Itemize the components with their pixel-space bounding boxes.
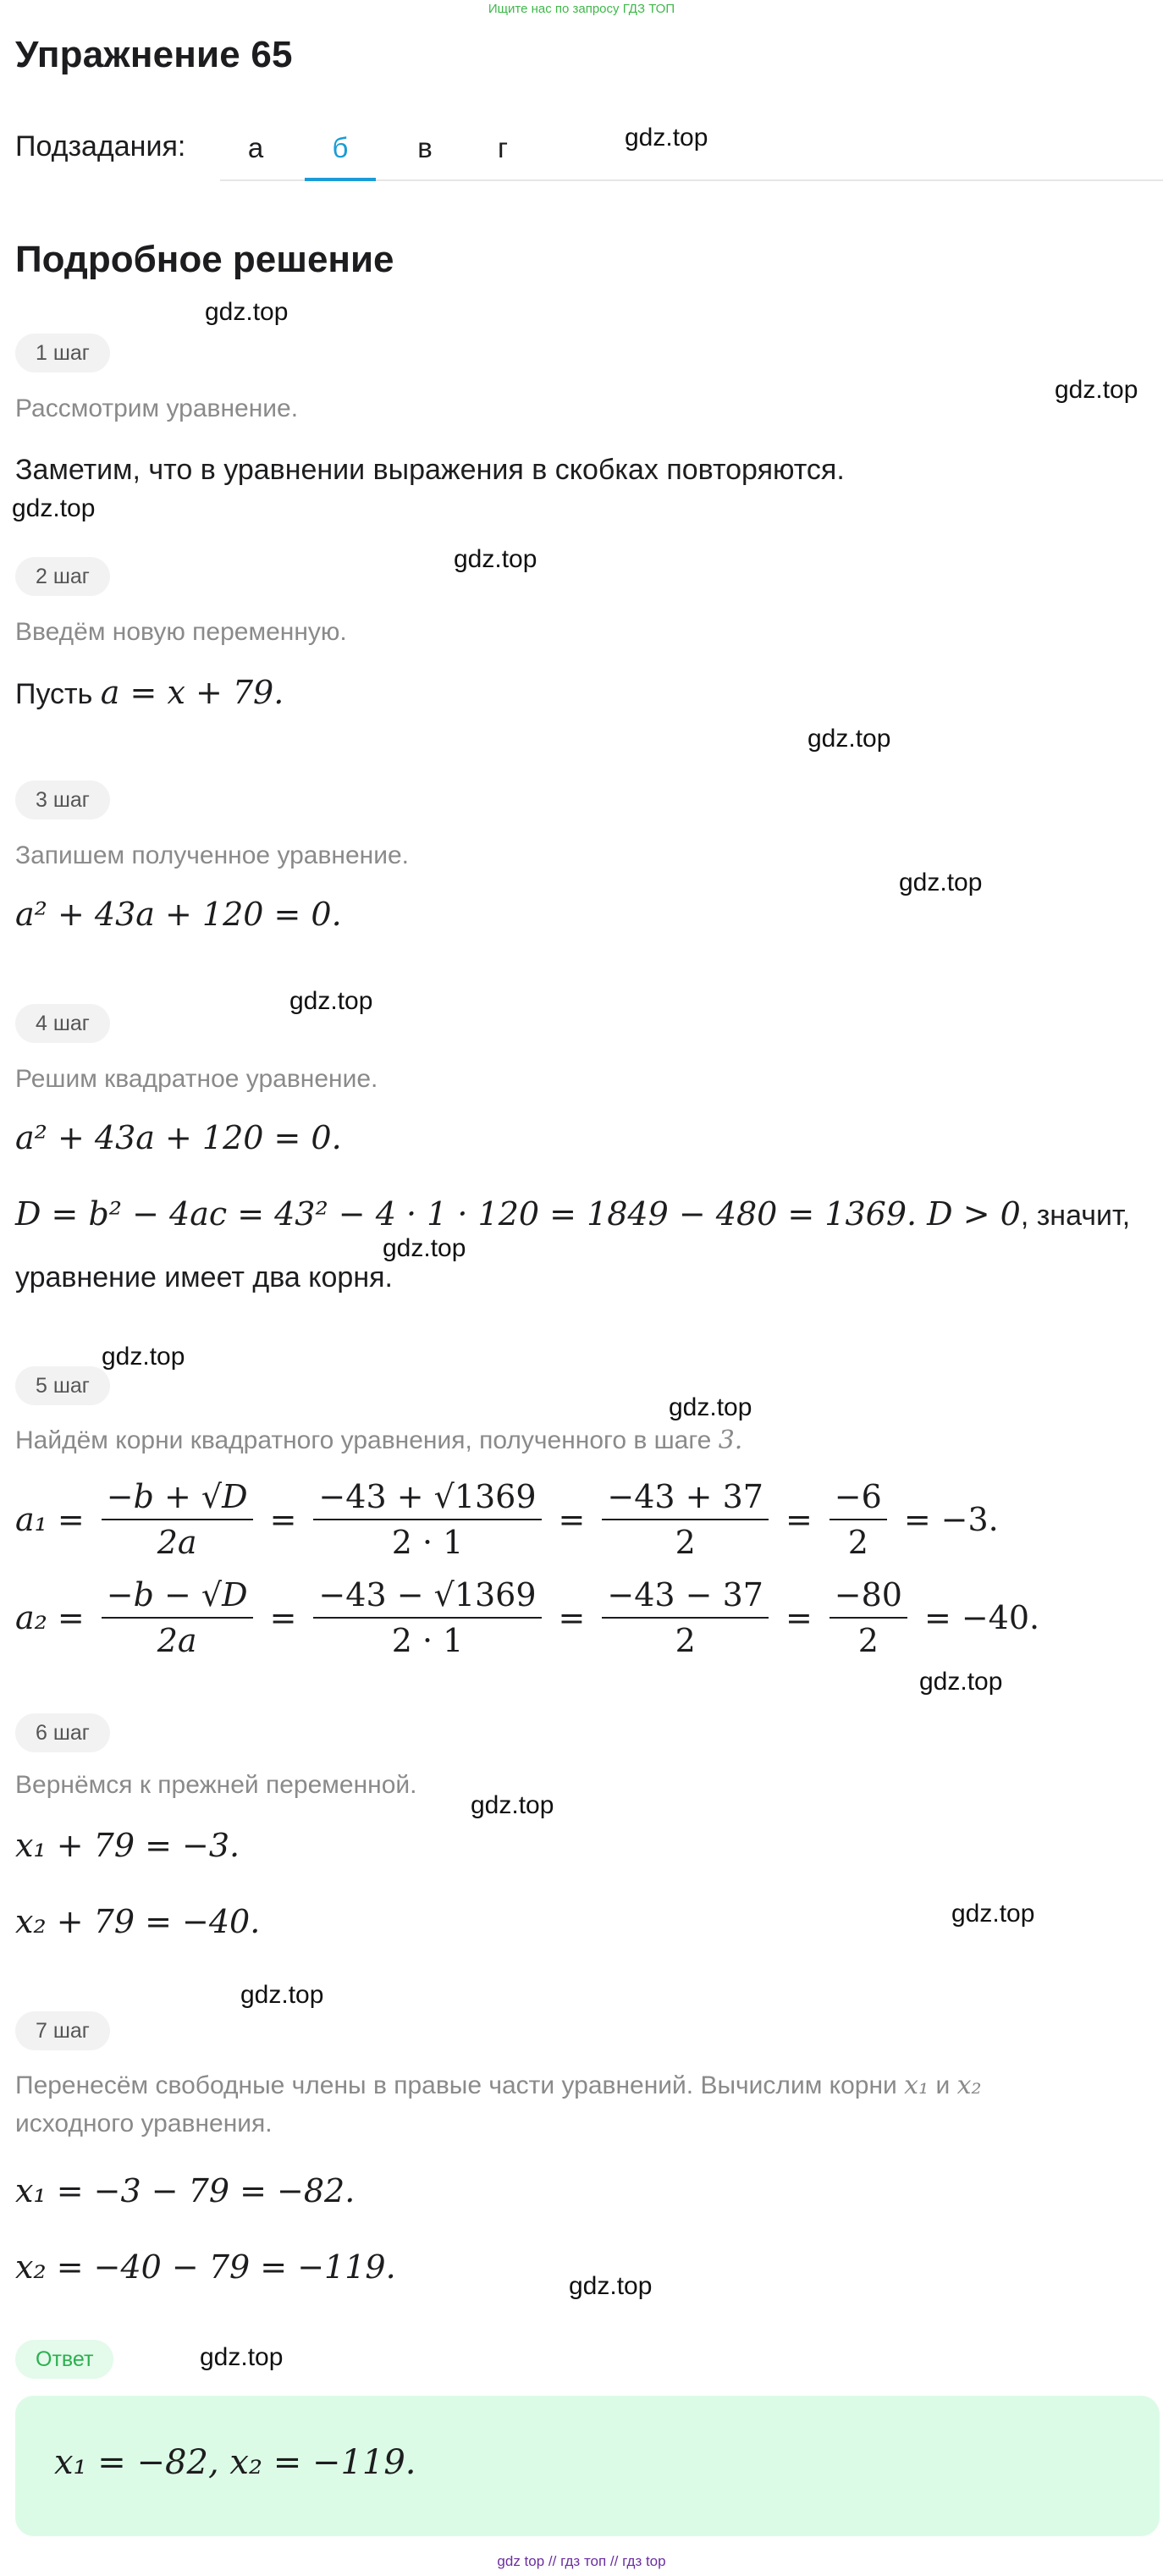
caption-x2: x₂	[956, 2071, 982, 2100]
fraction	[313, 1478, 541, 1561]
numerator: −43 − √1369	[313, 1576, 541, 1619]
fraction	[313, 1576, 541, 1659]
tab-a[interactable]: а	[247, 132, 264, 163]
equals-sign: =	[903, 1501, 931, 1538]
denominator: 2 · 1	[391, 1524, 464, 1561]
step-badge: 5 шаг	[15, 1366, 110, 1405]
step-badge: 4 шаг	[15, 1004, 110, 1043]
equals-sign: =	[558, 1599, 586, 1636]
step-badge: 1 шаг	[15, 334, 110, 372]
step-badge: 2 шаг	[15, 557, 110, 596]
fraction	[102, 1576, 253, 1659]
a1-result: −3.	[940, 1501, 999, 1538]
step-badge: 3 шаг	[15, 781, 110, 819]
step-formula	[15, 674, 284, 711]
denominator: 2	[847, 1524, 868, 1561]
denominator: 2a	[157, 1524, 197, 1561]
caption-text: Перенесём свободные члены в правые части уравнений. Вычислим корни	[15, 2071, 897, 2099]
a2-result: −40.	[961, 1599, 1040, 1636]
answer-value: x₁ = −82, x₂ = −119.	[54, 2443, 416, 2482]
step-equation: x₂ + 79 = −40.	[15, 1903, 261, 1940]
step-caption: Вернёмся к прежней переменной.	[15, 1771, 417, 1799]
fraction	[830, 1576, 907, 1659]
watermark: gdz.top	[205, 298, 289, 326]
numerator: −6	[830, 1478, 887, 1520]
step-equation: x₂ = −40 − 79 = −119.	[15, 2248, 396, 2286]
formula-prefix: Пусть	[15, 678, 93, 710]
watermark: gdz.top	[951, 1900, 1035, 1928]
watermark: gdz.top	[899, 869, 983, 896]
step-conclusion: уравнение имеет два корня.	[15, 1261, 393, 1294]
caption-and: и	[935, 2071, 951, 2099]
fraction	[602, 1576, 769, 1659]
equals-sign: =	[558, 1501, 586, 1538]
equals-sign: =	[923, 1599, 951, 1636]
watermark: gdz.top	[1055, 376, 1138, 404]
step-caption: Рассмотрим уравнение.	[15, 394, 299, 422]
discriminant-suffix: , значит,	[1020, 1200, 1131, 1232]
equals-sign: =	[785, 1501, 813, 1538]
equals-sign: =	[269, 1501, 297, 1538]
numerator: −43 + √1369	[313, 1478, 541, 1520]
answer-box	[15, 2396, 1160, 2536]
discriminant-formula: D = b² − 4ac = 43² − 4 · 1 · 120 = 1849 − 480 = 1369. D > 0	[15, 1195, 1021, 1233]
step-formula: a² + 43a + 120 = 0.	[15, 896, 342, 933]
solution-title: Подробное решение	[15, 239, 394, 280]
step-caption: Запишем полученное уравнение.	[15, 841, 410, 869]
promo-note: Ищите нас по запросу ГДЗ ТОП	[488, 2, 675, 16]
denominator: 2 · 1	[391, 1622, 464, 1659]
numerator: −80	[830, 1576, 907, 1619]
step-badge: 6 шаг	[15, 1713, 110, 1752]
fraction	[102, 1478, 253, 1561]
step-caption: Введём новую переменную.	[15, 618, 347, 646]
footer-links: gdz top // гдз топ // гдз top	[497, 2553, 666, 2569]
watermark: gdz.top	[240, 1981, 324, 2009]
watermark: gdz.top	[625, 124, 708, 152]
denominator: 2	[857, 1622, 879, 1659]
watermark: gdz.top	[807, 725, 891, 753]
caption-ref: 3.	[718, 1426, 743, 1455]
discriminant-line	[15, 1195, 1130, 1233]
equals-sign: =	[785, 1599, 813, 1636]
caption-text: Найдём корни квадратного уравнения, полученного в шаге	[15, 1426, 712, 1454]
fraction	[602, 1478, 769, 1561]
step-caption	[15, 1426, 742, 1455]
equals-sign: =	[57, 1599, 85, 1636]
page-title: Упражнение 65	[15, 34, 293, 75]
fraction	[830, 1478, 887, 1561]
tab-b[interactable]: б	[305, 119, 376, 181]
equals-sign: =	[269, 1599, 297, 1636]
numerator: −b + √D	[102, 1478, 253, 1520]
root-a1-line	[15, 1473, 999, 1566]
numerator: −43 + 37	[602, 1478, 769, 1520]
step-equation: x₁ + 79 = −3.	[15, 1827, 240, 1864]
watermark: gdz.top	[919, 1668, 1003, 1696]
step-badge: 7 шаг	[15, 2011, 110, 2050]
watermark: gdz.top	[471, 1791, 554, 1819]
numerator: −b − √D	[102, 1576, 253, 1619]
step-caption-line2: исходного уравнения.	[15, 2110, 273, 2137]
watermark: gdz.top	[12, 494, 96, 522]
watermark: gdz.top	[454, 545, 537, 573]
tab-v[interactable]: в	[417, 132, 433, 163]
caption-x1: x₁	[904, 2071, 929, 2100]
root-a2-line	[15, 1571, 1039, 1664]
equals-sign: =	[57, 1501, 85, 1538]
step-equation: x₁ = −3 − 79 = −82.	[15, 2172, 356, 2209]
a2-label: a₂	[15, 1599, 47, 1636]
subtasks-bar	[15, 119, 1163, 181]
denominator: 2	[675, 1524, 696, 1561]
a1-label: a₁	[15, 1501, 47, 1538]
watermark: gdz.top	[383, 1234, 466, 1262]
formula: a = x + 79.	[100, 674, 284, 711]
step-caption: Решим квадратное уравнение.	[15, 1065, 378, 1093]
tab-g[interactable]: г	[497, 132, 509, 163]
answer-badge: Ответ	[15, 2340, 113, 2379]
denominator: 2a	[157, 1622, 197, 1659]
watermark: gdz.top	[569, 2272, 653, 2300]
step-text: Заметим, что в уравнении выражения в скобках повторяются.	[15, 454, 845, 486]
watermark: gdz.top	[669, 1393, 752, 1421]
watermark: gdz.top	[200, 2343, 284, 2371]
watermark: gdz.top	[289, 987, 373, 1015]
step-caption	[15, 2071, 982, 2100]
numerator: −43 − 37	[602, 1576, 769, 1619]
denominator: 2	[675, 1622, 696, 1659]
watermark: gdz.top	[102, 1343, 185, 1371]
step-formula: a² + 43a + 120 = 0.	[15, 1119, 342, 1156]
subtasks-label: Подзадания:	[15, 130, 186, 163]
